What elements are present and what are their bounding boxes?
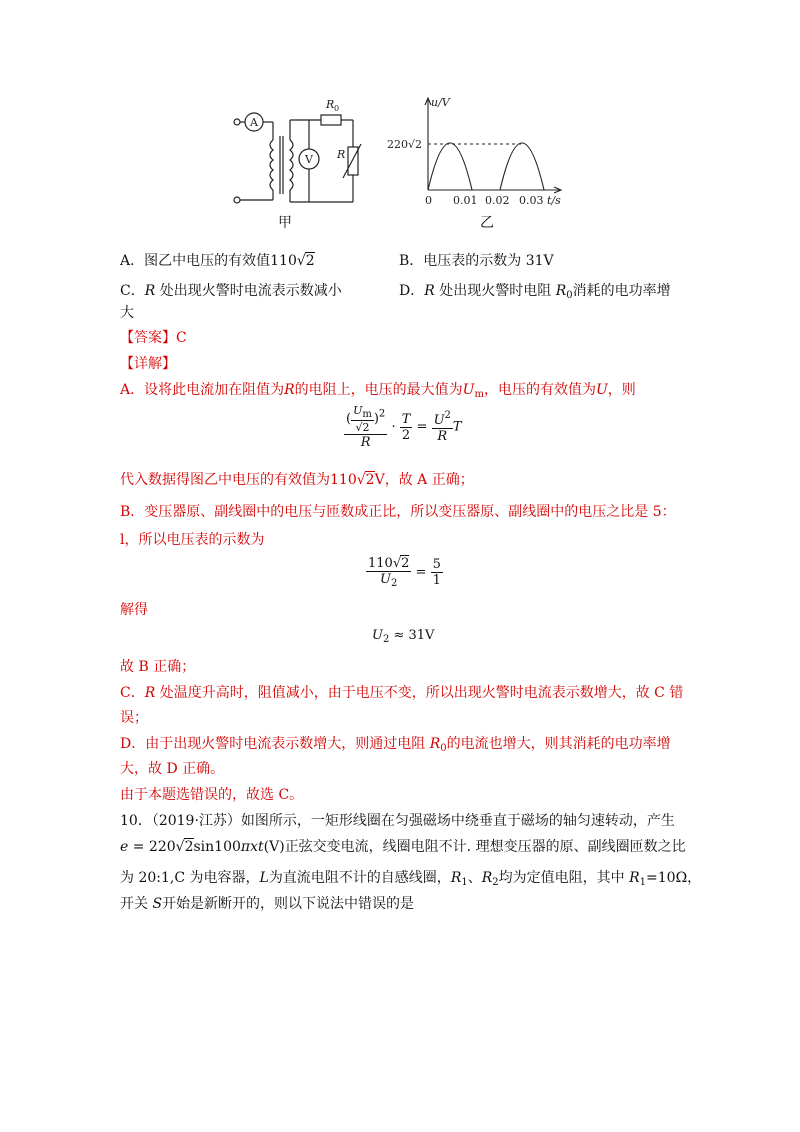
x-tick-0: 0 <box>425 194 432 207</box>
eq2-five: 5 <box>432 557 441 572</box>
explain-b-line1: B．变压器原、副线圈中的电压与匝数成正比，所以变压器原、副线圈中的电压之比是 5： <box>120 504 676 520</box>
option-d-prefix: D． <box>399 283 425 299</box>
eq1-inner-den: √2 <box>355 421 370 434</box>
explain-a-text1: A．设将此电流加在阻值为 <box>120 382 285 398</box>
explain-a2-text: 代入数据得图乙中电压的有效值为 <box>120 472 330 488</box>
option-a-root: 2 <box>305 253 315 269</box>
q10-pi: πxt <box>240 839 264 855</box>
circuit-diagram <box>225 92 365 234</box>
eq1-fraction-left <box>344 404 387 450</box>
eq1-inner-num <box>351 404 374 421</box>
eq1-square: 2 <box>378 408 386 420</box>
q10-r1b: R <box>629 870 640 886</box>
explain-a2-root: 2 <box>365 472 375 488</box>
q10-r2-sub: 2 <box>492 877 499 888</box>
eq1-num: ( $\frac{Um}{√2}$ )$^2$ <box>346 404 386 434</box>
eq1-u: U <box>433 413 445 428</box>
option-a-value: 110 <box>270 253 297 269</box>
explain-c-line1 <box>120 683 683 703</box>
eq1-dot: · <box>391 419 396 435</box>
eq2-root: 2 <box>401 556 410 571</box>
option-d-r: R <box>424 283 435 299</box>
explain-a-um: U <box>462 382 475 398</box>
resistor-r <box>348 147 358 175</box>
explain-a-r: R <box>284 382 295 398</box>
eq1-equals: = <box>416 419 428 435</box>
option-c-r: R <box>144 283 156 299</box>
q10-l: L <box>259 870 269 886</box>
q10-v: (V) <box>263 839 285 855</box>
explain-a2-unit: V <box>374 472 385 488</box>
option-b: B．电压表的示数为 31V <box>399 253 554 269</box>
q10-r1-sub: 1 <box>461 877 468 888</box>
eq1-right-num <box>432 410 453 429</box>
explain-c-line2: 误； <box>120 710 148 726</box>
option-d-r0: R <box>555 283 567 299</box>
q10-l3-c: 、 <box>467 870 482 886</box>
input-terminal-top <box>234 119 240 125</box>
eq2-one: 1 <box>432 573 441 588</box>
primary-coil <box>270 140 273 190</box>
explain-a-text4: ，则 <box>607 382 636 398</box>
q10-l3-b: 为直流电阻不计的自感线圈， <box>268 870 451 886</box>
q10-line4 <box>120 894 414 914</box>
q10-line2 <box>120 837 686 857</box>
option-d-text2: 消耗的电功率增 <box>572 283 671 299</box>
option-c-text: 处出现火警时电流表示数减小 <box>155 283 342 299</box>
eq3-u: U <box>372 628 383 643</box>
waveform-graph <box>385 92 570 210</box>
explain-a-u: U <box>595 382 608 398</box>
equation-ratio <box>366 556 443 589</box>
q10-l3-d: 均为定值电阻，其中 <box>498 870 630 886</box>
secondary-coil <box>290 140 293 190</box>
eq1-root: 2 <box>362 421 370 434</box>
y-tick-peak: 220√2 <box>387 138 423 151</box>
r0-sub: 0 <box>334 104 340 113</box>
equation-result <box>372 628 434 645</box>
eq2-equals: = <box>415 565 427 580</box>
eq1-t-den: 2 <box>401 427 411 443</box>
option-c-prefix: C． <box>120 283 145 299</box>
explain-b-line3: 故 B 正确； <box>120 659 196 675</box>
eq1-inner-frac <box>351 404 374 434</box>
r-label: R <box>337 148 346 161</box>
explain-d-text1: D．由于出现火警时电流表示数增大，则通过电阻 <box>120 736 430 752</box>
eq2-right <box>431 557 443 588</box>
eq2-left <box>366 556 411 589</box>
wave-hump-2 <box>500 143 544 190</box>
x-tick-002: 0.02 <box>485 194 510 207</box>
explain-conclusion: 由于本题选错误的，故选 C。 <box>120 787 304 803</box>
explain-a2-value: 110 <box>330 472 357 488</box>
q10-l4-a: 开关 <box>120 896 153 912</box>
option-d-text1: 处出现火警时电阻 <box>434 283 556 299</box>
sqrt-sign: √ <box>296 253 306 269</box>
eq1-t2: T <box>452 419 462 435</box>
r0-label: R <box>326 98 335 111</box>
explain-a-line2 <box>120 470 474 490</box>
eq1-um-sub: m <box>362 409 372 420</box>
explain-d-text2: 的电流也增大，则其消耗的电功率增 <box>446 736 671 752</box>
explain-c-prefix: C． <box>120 685 145 701</box>
q10-line3 <box>120 868 701 893</box>
eq3-rest: ≈ 31V <box>389 628 435 643</box>
equation-power <box>344 404 462 450</box>
option-c <box>120 281 342 301</box>
eq1-um: U <box>353 404 363 417</box>
explain-a-text3: ，电压的有效值为 <box>483 382 596 398</box>
q10-line1: 10．（2019·江苏）如图所示，一矩形线圈在匀强磁场中绕垂直于磁场的轴匀速转动，产生 <box>120 813 675 829</box>
explain-a-line1 <box>120 380 636 405</box>
sqrt-sign-3: √ <box>175 839 185 855</box>
q10-l4-b: 开始是新断开的，则以下说法中错误的是 <box>162 896 415 912</box>
q10-sin: sin100 <box>193 839 241 855</box>
option-d <box>399 281 671 306</box>
eq2-den <box>366 572 411 589</box>
option-a <box>120 251 315 271</box>
eq2-u: U <box>380 572 391 587</box>
q10-r1b-sub: 1 <box>639 877 647 888</box>
eq3-u-sub: 2 <box>382 634 390 645</box>
option-a-text: A．图乙中电压的有效值 <box>120 253 271 269</box>
eq2-u-sub: 2 <box>391 578 398 589</box>
eq1-t: T <box>401 411 411 427</box>
q10-root: 2 <box>184 839 194 855</box>
explain-a2-end: ，故 A 正确； <box>384 472 474 488</box>
eq1-r: R <box>360 435 371 450</box>
input-terminal-bottom <box>234 197 240 203</box>
ammeter-label: A <box>250 116 258 129</box>
q10-s: S <box>152 896 163 912</box>
eq1-u-square: 2 <box>444 410 451 421</box>
explain-d-r-sub: 0 <box>440 743 447 754</box>
resistor-r0 <box>321 115 341 125</box>
eq1-fraction-t <box>400 412 413 443</box>
explain-c-text: 处温度升高时，阻值减小，由于电压不变，所以出现火警时电流表示数增大，故 C 错 <box>155 685 684 701</box>
voltmeter-label: V <box>305 153 313 166</box>
eq1-r2: R <box>437 429 448 444</box>
figure-right-label: 乙 <box>480 215 494 231</box>
figure-left-label: 甲 <box>278 215 292 231</box>
q10-rest: 正弦交变电流，线圈电阻不计. 理想变压器的原、副线圈匝数之比 <box>284 839 686 855</box>
explain-d-line1 <box>120 734 671 759</box>
q10-r2: R <box>481 870 493 886</box>
eq2-num: 110√2 <box>368 556 410 571</box>
detail-label: 【详解】 <box>120 356 176 372</box>
x-tick-001: 0.01 <box>453 194 478 207</box>
x-tick-003: 0.03 <box>519 194 544 207</box>
explain-a-text2: 的电阻上，电压的最大值为 <box>294 382 463 398</box>
explain-c-r: R <box>144 685 156 701</box>
option-c-continuation: 大 <box>120 305 134 321</box>
q10-l3-a: 为 20:1,C 为电容器， <box>120 870 260 886</box>
sqrt-sign-2: √ <box>356 472 366 488</box>
explain-b-line2: l，所以电压表的示数为 <box>120 532 265 548</box>
y-axis-label: u/V <box>431 96 450 109</box>
x-axis-label: t/s <box>547 194 561 207</box>
explain-a-um-sub: m <box>474 389 484 400</box>
option-d-r0-sub: 0 <box>566 290 573 301</box>
eq2-value: 110 <box>368 556 393 571</box>
answer-label: 【答案】C <box>120 330 187 346</box>
q10-eq: = 220 <box>128 839 176 855</box>
wave-hump-1 <box>428 143 472 190</box>
q10-l3-e: =10Ω， <box>646 870 702 886</box>
solve-label: 解得 <box>120 602 148 618</box>
q10-e: e <box>120 839 129 855</box>
q10-r1: R <box>450 870 462 886</box>
eq1-fraction-right <box>432 410 453 444</box>
explain-d-r: R <box>429 736 441 752</box>
explain-d-line2: 大，故 D 正确。 <box>120 761 225 777</box>
